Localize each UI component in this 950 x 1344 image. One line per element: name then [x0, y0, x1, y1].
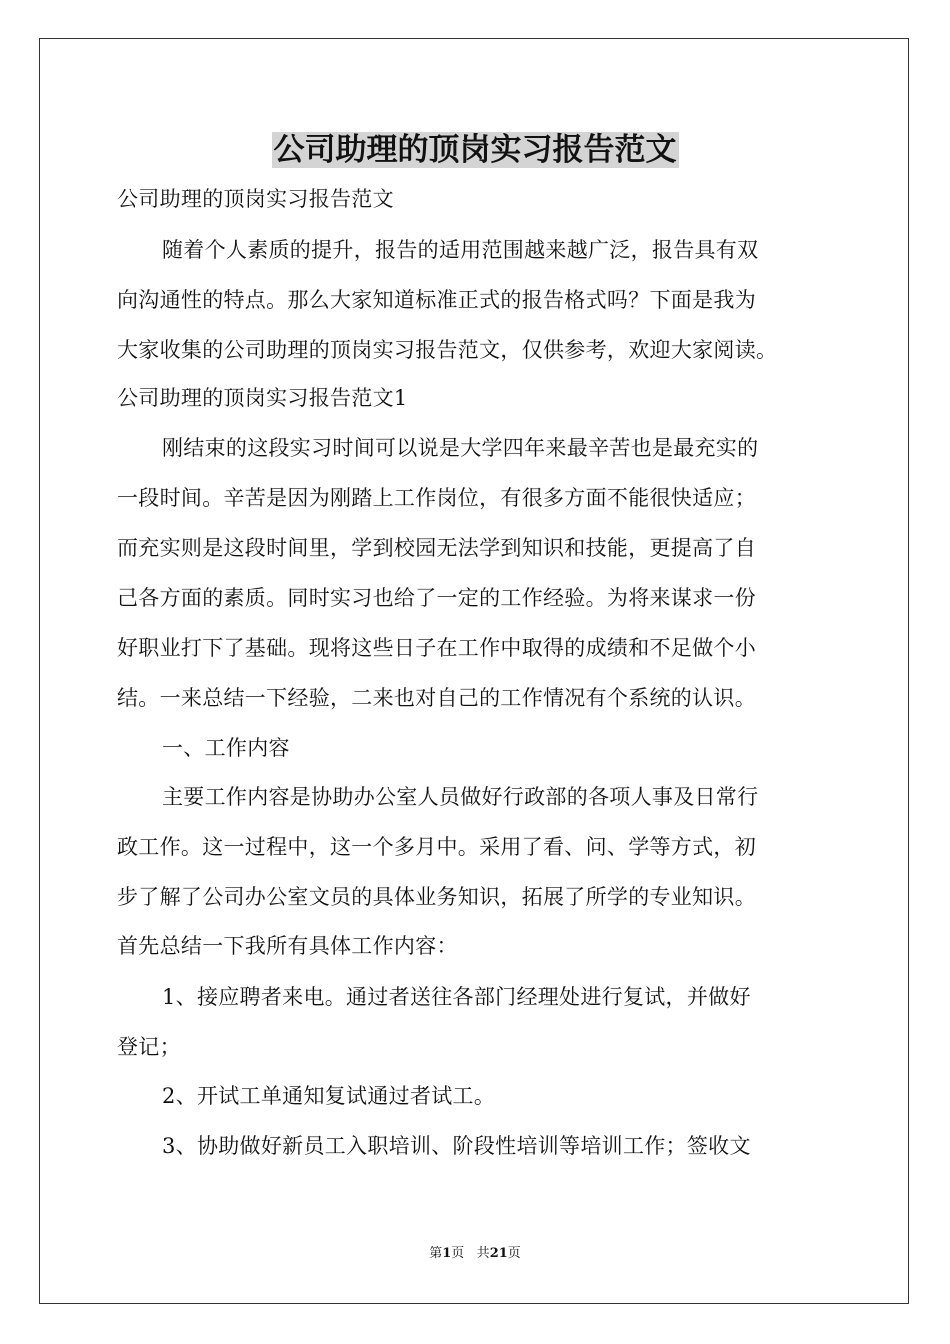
document-title-text: 公司助理的顶岗实习报告范文 [273, 132, 677, 168]
footer-page-suffix: 页 [451, 1246, 465, 1261]
paragraph-line: 政工作。这一过程中，这一个多月中。采用了看、问、学等方式，初 [117, 835, 756, 859]
paragraph-line: 主要工作内容是协助办公室人员做好行政部的各项人事及日常行 [162, 785, 759, 809]
paragraph-line: 结。一来总结一下经验，二来也对自己的工作情况有个系统的认识。 [117, 686, 756, 710]
paragraph-line: 首先总结一下我所有具体工作内容： [117, 934, 458, 958]
document-title [0, 128, 950, 172]
paragraph-line: 而充实则是这段时间里，学到校园无法学到知识和技能，更提高了自 [117, 536, 756, 560]
paragraph-line: 己各方面的素质。同时实习也给了一定的工作经验。为将来谋求一份 [117, 586, 756, 610]
footer-page-number: 1 [442, 1246, 452, 1261]
list-item: 3、协助做好新员工入职培训、阶段性培训等培训工作；签收文 [162, 1134, 751, 1158]
page-border [39, 38, 909, 1304]
page-footer [0, 1245, 950, 1263]
paragraph-line: 刚结束的这段实习时间可以说是大学四年来最辛苦也是最充实的 [162, 436, 759, 460]
footer-total-pages: 21 [489, 1246, 508, 1261]
paragraph-line: 好职业打下了基础。现将这些日子在工作中取得的成绩和不足做个小 [117, 636, 756, 660]
footer-page-prefix: 第 [429, 1246, 443, 1261]
footer-total-prefix: 共 [476, 1246, 490, 1261]
section-heading: 公司助理的顶岗实习报告范文1 [117, 386, 408, 410]
list-item: 2、开试工单通知复试通过者试工。 [162, 1084, 496, 1108]
footer-total-suffix: 页 [507, 1246, 521, 1261]
subsection-heading: 一、工作内容 [162, 736, 290, 760]
list-item-continuation: 登记； [117, 1035, 181, 1059]
subtitle-line: 公司助理的顶岗实习报告范文 [117, 187, 394, 211]
list-item: 1、接应聘者来电。通过者送往各部门经理处进行复试，并做好 [162, 985, 751, 1009]
paragraph-line: 一段时间。辛苦是因为刚踏上工作岗位，有很多方面不能很快适应； [117, 486, 756, 510]
paragraph-line: 大家收集的公司助理的顶岗实习报告范文，仅供参考，欢迎大家阅读。 [117, 338, 778, 362]
paragraph-line: 向沟通性的特点。那么大家知道标准正式的报告格式吗？下面是我为 [117, 288, 756, 312]
paragraph-line: 随着个人素质的提升，报告的适用范围越来越广泛，报告具有双 [162, 238, 759, 262]
paragraph-line: 步了解了公司办公室文员的具体业务知识，拓展了所学的专业知识。 [117, 885, 756, 909]
